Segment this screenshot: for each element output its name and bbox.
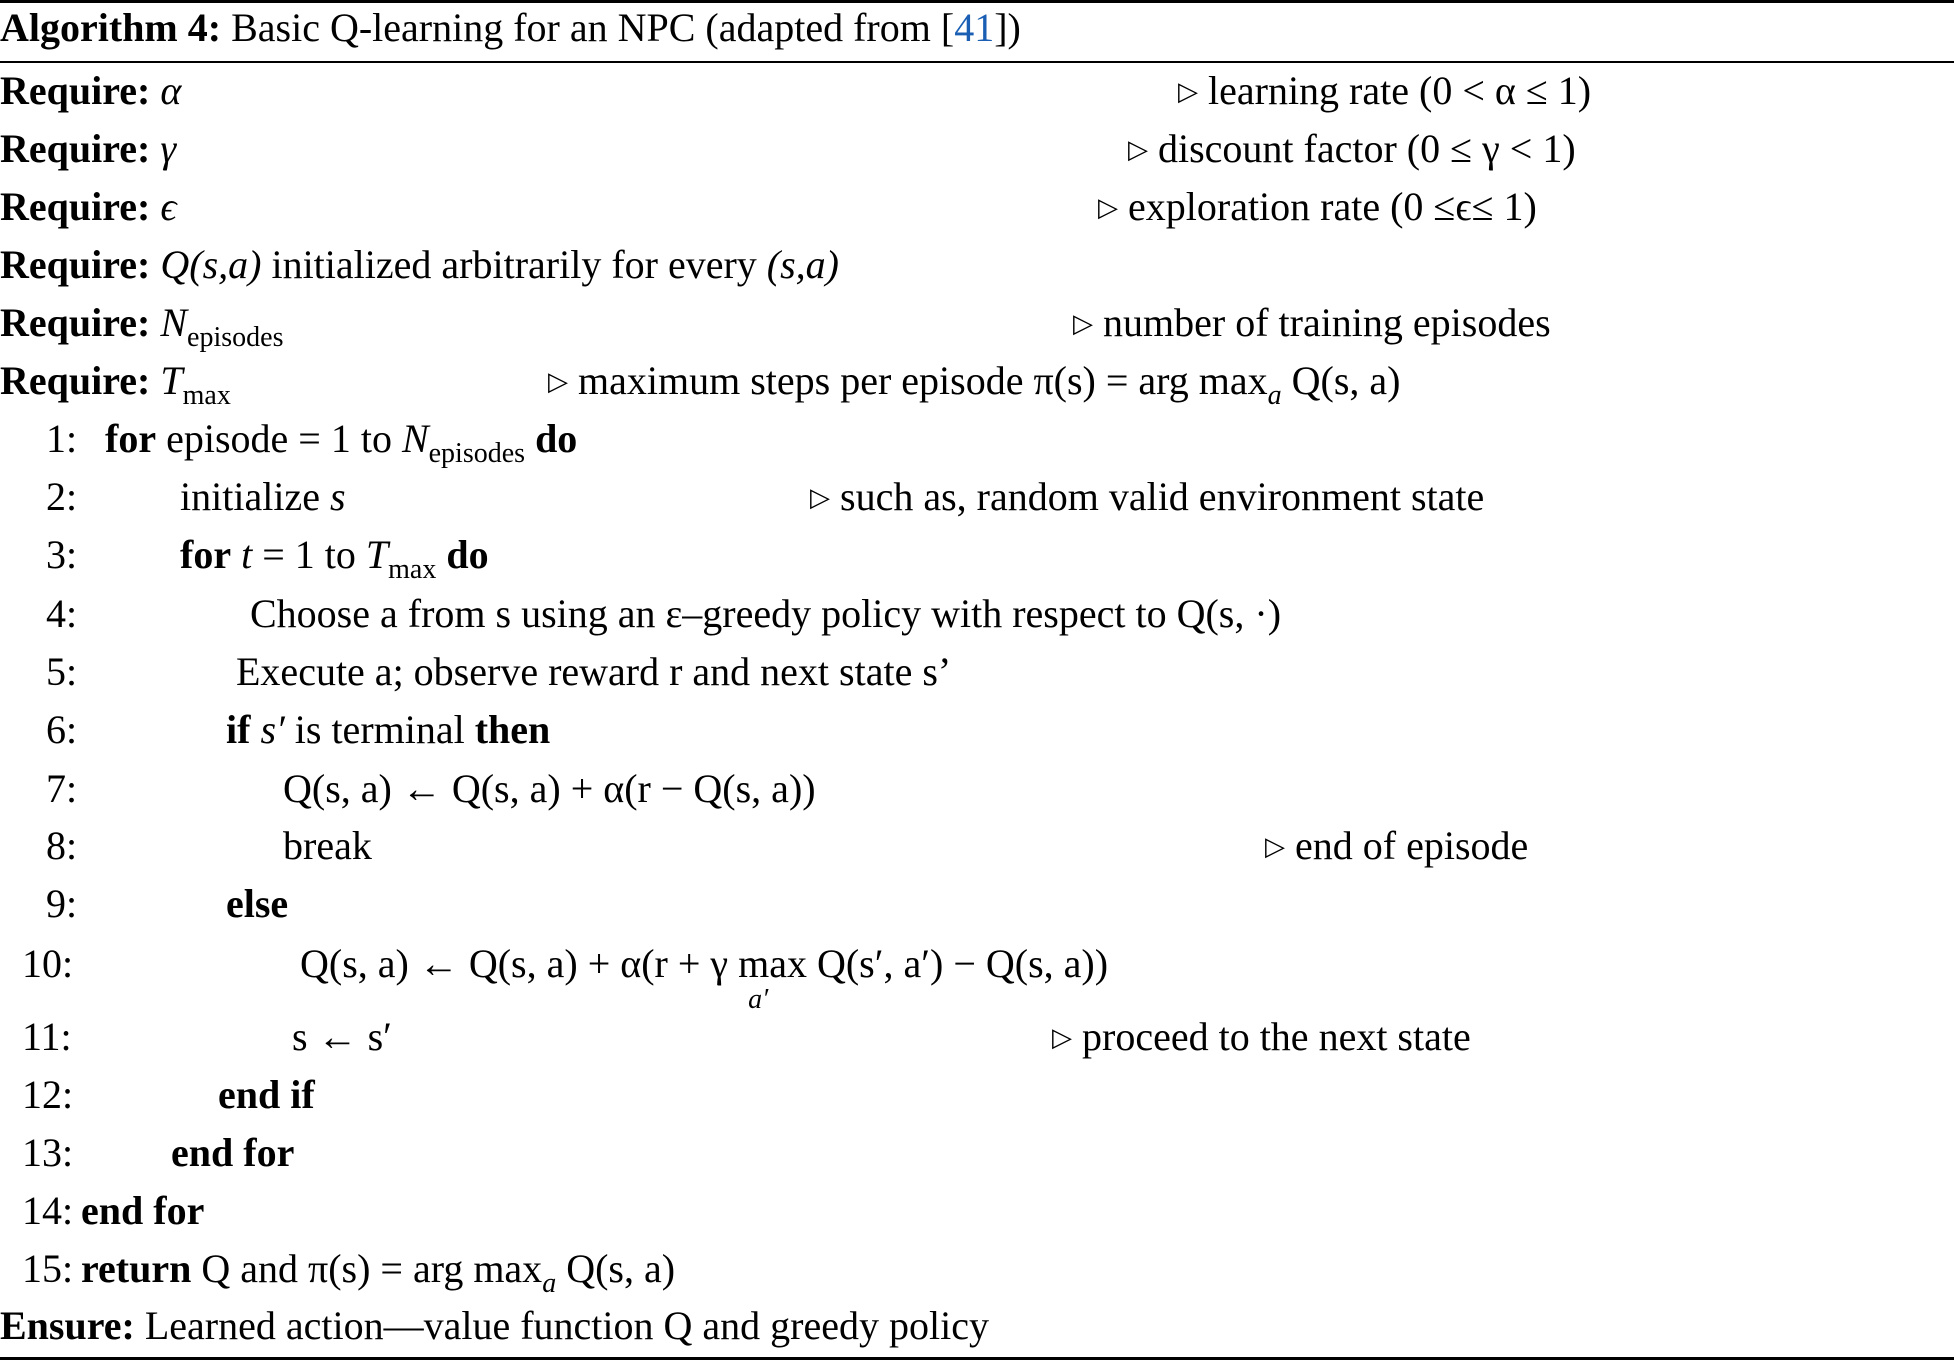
require-epsilon <box>0 183 176 231</box>
algorithm-caption <box>0 4 1021 52</box>
line-number: 4: <box>46 591 78 636</box>
line-number: 13: <box>22 1130 74 1175</box>
comment-learning-rate: ▷ learning rate (0 < α ≤ 1) <box>1178 68 1592 113</box>
param-t: T <box>160 358 183 403</box>
line-number: 5: <box>46 649 78 694</box>
line-number: 2: <box>46 474 78 519</box>
param-alpha: α <box>160 68 182 113</box>
citation-link[interactable]: 41 <box>954 5 995 50</box>
line-number: 7: <box>46 766 78 811</box>
require-alpha <box>0 67 181 115</box>
comment-marker-icon: ▷ <box>1052 1023 1072 1052</box>
ensure-line <box>0 1302 989 1350</box>
comment-max-steps: ▷ maximum steps per episode π(s) = arg $\max_a Q(s$, a) <box>548 358 1401 411</box>
require-gamma <box>0 125 176 173</box>
line-number: 8: <box>46 823 78 868</box>
line-number: 3: <box>46 532 78 577</box>
comment-marker-icon: ▷ <box>810 483 830 512</box>
line-number: 11: <box>22 1014 72 1059</box>
comment-marker-icon: ▷ <box>1265 832 1285 861</box>
bottom-rule <box>0 1357 1954 1360</box>
line-number: 6: <box>46 707 78 752</box>
top-rule <box>0 0 1954 3</box>
caption-rule <box>0 61 1954 63</box>
line-number: 1: <box>46 416 78 461</box>
comment-discount-factor: ▷ discount factor (0 ≤ γ < 1) <box>1128 126 1576 171</box>
require-keyword: Require: <box>0 358 151 403</box>
require-q-init: Require: Q(s,a) initialized arbitrarily for every (s,a) <box>0 242 840 287</box>
comment-num-episodes: ▷ number of training episodes <box>1073 300 1551 345</box>
param-gamma: γ <box>160 126 177 171</box>
param-n: N <box>160 300 188 345</box>
require-keyword: Require: <box>0 242 151 287</box>
comment-initialize: ▷ such as, random valid environment state <box>810 474 1485 519</box>
line-number: 12: <box>22 1072 74 1117</box>
comment-marker-icon: ▷ <box>1128 135 1148 164</box>
comment-marker-icon: ▷ <box>1178 77 1198 106</box>
require-keyword: Require: <box>0 68 151 113</box>
caption-suffix: ]) <box>994 5 1021 50</box>
require-keyword: Require: <box>0 184 151 229</box>
line-number: 15: <box>22 1246 74 1291</box>
line-number: 14: <box>22 1188 74 1233</box>
comment-marker-icon: ▷ <box>548 367 568 396</box>
ensure-keyword: Ensure: <box>0 1303 135 1348</box>
param-q: Q(s,a) <box>160 242 262 287</box>
param-epsilon: ϵ <box>160 184 177 229</box>
comment-marker-icon: ▷ <box>1098 193 1118 222</box>
line-number: 9: <box>46 881 78 926</box>
caption-text: Basic Q-learning for an NPC (adapted from [ <box>231 5 955 50</box>
line-number: 10: <box>22 941 74 986</box>
comment-exploration-rate: ▷ exploration rate (0 ≤ϵ≤ 1) <box>1098 184 1537 229</box>
require-t-max: Require: $T_{max}$ <box>0 358 231 411</box>
ensure-text: Learned action—value function Q and greedy policy <box>144 1303 989 1348</box>
require-keyword: Require: <box>0 126 151 171</box>
comment-next-state: ▷ proceed to the next state <box>1052 1014 1471 1059</box>
comment-end-of-episode: ▷ end of episode <box>1265 823 1529 868</box>
caption-label: Algorithm 4: <box>0 5 222 50</box>
require-n-episodes: Require: $N_{episodes}$ <box>0 300 284 353</box>
require-keyword: Require: <box>0 300 151 345</box>
comment-marker-icon: ▷ <box>1073 309 1093 338</box>
